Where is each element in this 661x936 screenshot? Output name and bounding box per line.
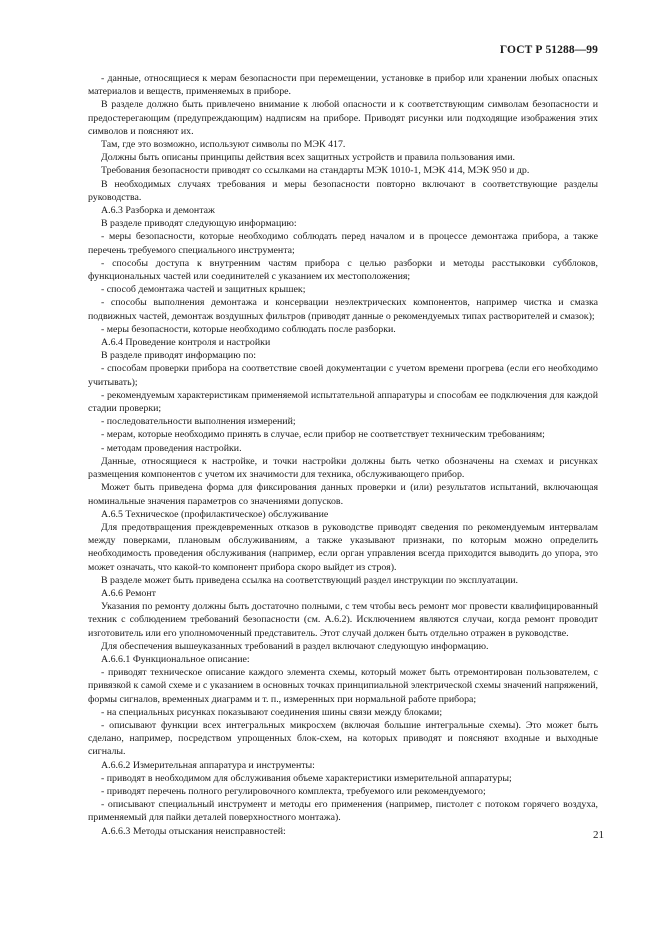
paragraph: В разделе должно быть привлечено внимание к любой опасности и к соответствующим символам безопасности и предостерегающим (предупреждающим) надписям на приборе. Приводят рисунки или подходящие изображения этих символов и поясняют их. <box>88 99 598 137</box>
list-item: - описывают функции всех интегральных микросхем (включая большие интегральные схемы). Это может быть сделано, например, посредством упрощенных блок-схем, на которых приводят и поясняют входные и выходные сигналы. <box>88 719 598 758</box>
list-item: - на специальных рисунках показывают соединения шины связи между блоками; <box>101 706 443 718</box>
list-item: - меры безопасности, которые необходимо соблюдать перед началом и в процессе демонтажа прибора, а также перечень требуемого специального инструмента; <box>88 231 598 256</box>
list-item: - приводят в необходимом для обслуживания объеме характеристики измерительной аппаратуры; <box>101 772 512 784</box>
list-item: - способам проверки прибора на соответствие своей документации с учетом времени прогрева (если его необходимо учитывать); <box>88 363 598 388</box>
section-heading: А.6.6.3 Методы отыскания неисправностей: <box>101 825 286 837</box>
list-item: - последовательности выполнения измерений; <box>101 416 296 428</box>
list-item: - меры безопасности, которые необходимо соблюдать после разборки. <box>101 323 396 335</box>
paragraph: - данные, относящиеся к мерам безопасности при перемещении, установке в прибор или хранении любых опасных материалов и веществ, применяемых в приборе. <box>88 73 598 98</box>
section-heading: А.6.3 Разборка и демонтаж <box>101 205 215 217</box>
standard-header: ГОСТ Р 51288—99 <box>499 44 598 56</box>
paragraph: Требования безопасности приводят со ссылками на стандарты МЭК 1010-1, МЭК 414, МЭК 950 и др. <box>101 165 530 177</box>
section-heading: А.6.4 Проведение контроля и настройки <box>101 337 271 349</box>
list-item: - способы доступа к внутренним частям прибора с целью разборки и методы расстыковки субблоков, функциональных частей или соединителей с указанием их местоположения; <box>88 257 598 283</box>
page-number: 21 <box>593 829 604 841</box>
paragraph: В необходимых случаях требования и меры безопасности повторно включают в соответствующие разделы руководства. <box>88 178 598 203</box>
list-item: - рекомендуемым характеристикам применяемой испытательной аппаратуры и способам ее подключения для каждой стадии проверки; <box>88 389 598 415</box>
list-item: - способы выполнения демонтажа и консервации неэлектрических компонентов, например чистка и смазка подвижных частей, демонтаж воздушных фильтров (приводят данные о рекомендуемых типах растворителей и смазок); <box>88 297 598 322</box>
list-item: - мерам, которые необходимо принять в случае, если прибор не соответствует техническим требованиям; <box>101 429 545 441</box>
paragraph: Указания по ремонту должны быть достаточно полными, с тем чтобы весь ремонт мог провести квалифицированный техник с соблюдением требований безопасности (см. А.6.2). Исключением являются случаи, когда ремонт проводит изготовитель или его уполномоченный представитель. Этот случай должен быть отдельно отражен в руководстве. <box>88 601 598 639</box>
paragraph: Может быть приведена форма для фиксирования данных проверки и (или) результатов испытаний, включающая номинальные значения параметров со значениями допусков. <box>88 482 598 507</box>
list-item: - описывают специальный инструмент и методы его применения (например, пистолет с потоком горячего воздуха, применяемый для пайки деталей поверхностного монтажа). <box>88 799 598 824</box>
page-body <box>88 72 598 838</box>
section-heading: А.6.6.1 Функциональное описание: <box>101 653 250 665</box>
section-heading: А.6.6 Ремонт <box>101 587 156 599</box>
section-heading: А.6.6.2 Измерительная аппаратура и инструменты: <box>101 759 315 771</box>
paragraph: Для обеспечения вышеуказанных требований в раздел включают следующую информацию. <box>101 640 489 652</box>
paragraph: Для предотвращения преждевременных отказов в руководстве приводят сведения по рекомендуемым интервалам между поверками, плановым обслуживаниям, а также указывают признаки, по которым можно определить необходимость проведения обслуживания (например, если орган управления всегда приходится выводить до упора, это может означать, что какой-то компонент прибора скоро выйдет из строя). <box>88 521 598 573</box>
paragraph: В разделе приводят следующую информацию: <box>101 218 297 230</box>
paragraph: В разделе приводят информацию по: <box>101 350 257 362</box>
list-item: - приводят техническое описание каждого элемента схемы, который может быть отремонтирован пользователем, с привязкой к самой схеме и с указанием в основных точках принципиальной электрической схемы значений напряжений, формы сигналов, временных диаграмм и т. п., измеренных при нормальной работе прибора; <box>88 667 598 705</box>
paragraph: Данные, относящиеся к настройке, и точки настройки должны быть четко обозначены на схемах и рисунках размещения компонентов с учетом их значимости для техника, обслуживающего прибор. <box>88 455 598 481</box>
list-item: - приводят перечень полного регулировочного комплекта, требуемого или рекомендуемого; <box>101 785 486 797</box>
list-item: - способ демонтажа частей и защитных крышек; <box>101 284 306 296</box>
paragraph: Там, где это возможно, используют символы по МЭК 417. <box>101 139 346 151</box>
list-item: - методам проведения настройки. <box>101 442 242 454</box>
section-heading: А.6.5 Техническое (профилактическое) обслуживание <box>101 508 329 520</box>
paragraph: Должны быть описаны принципы действия всех защитных устройств и правила пользования ими. <box>101 152 516 164</box>
paragraph: В разделе может быть приведена ссылка на соответствующий раздел инструкции по эксплуатации. <box>101 574 519 586</box>
